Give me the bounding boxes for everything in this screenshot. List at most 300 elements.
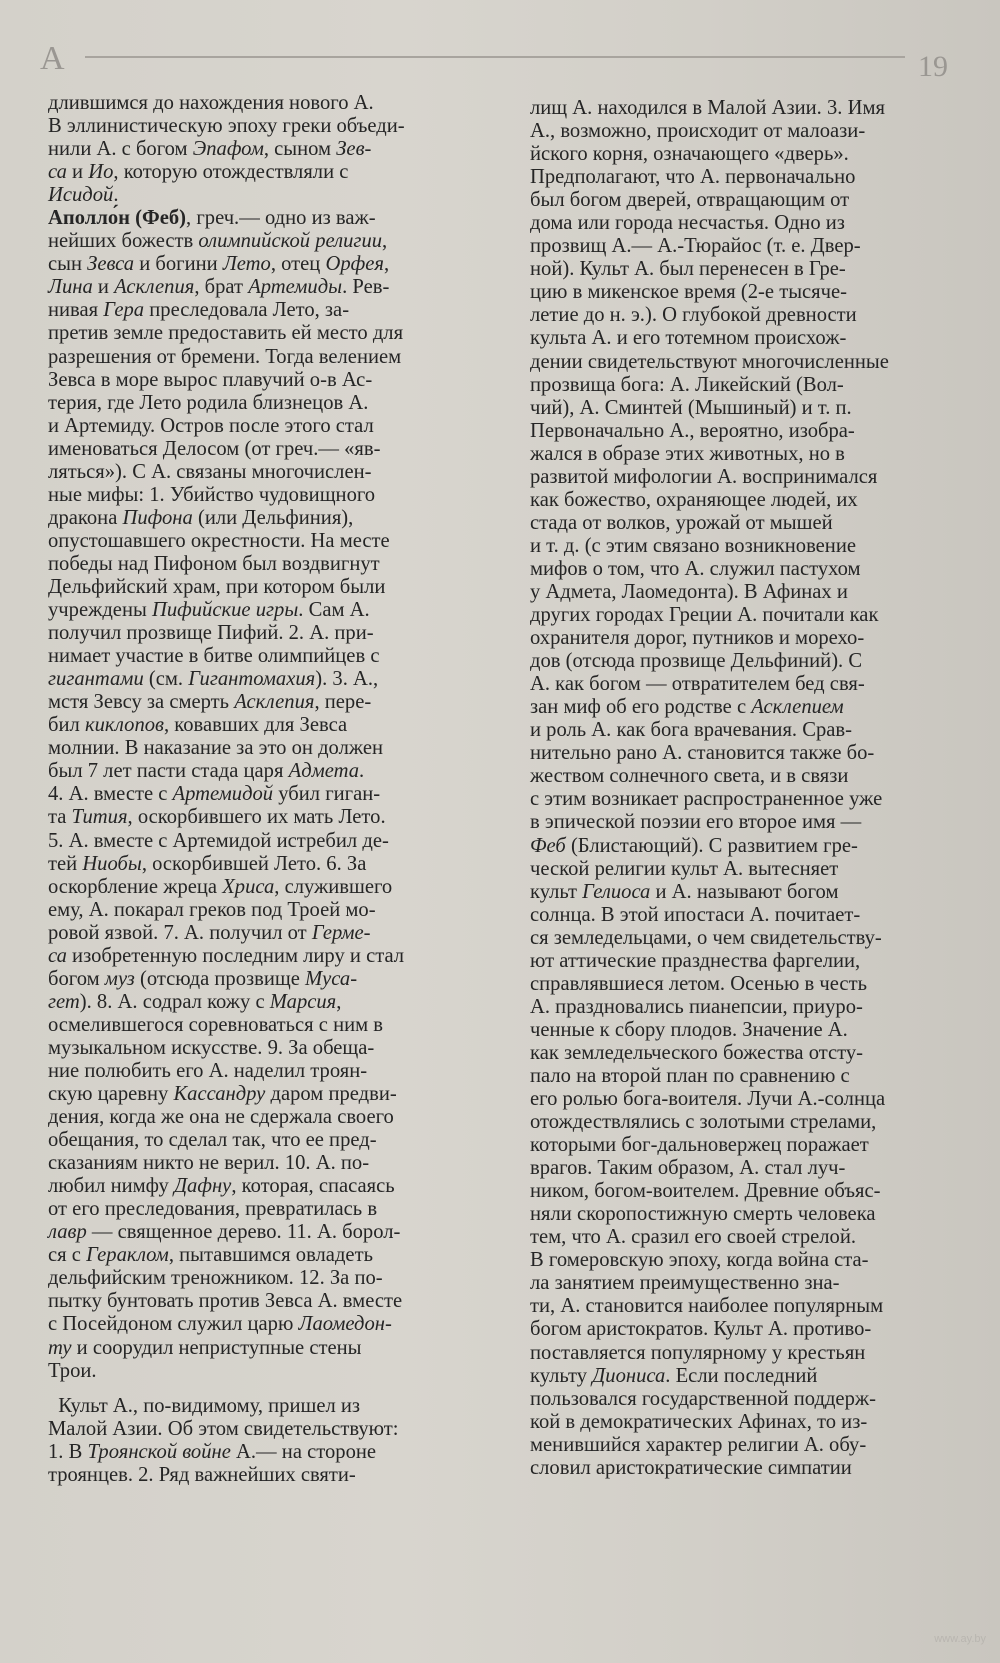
italic-term: Исидой <box>48 184 114 207</box>
text-run: , пытавшимся овладеть <box>168 1244 373 1267</box>
text-line <box>530 1457 970 1480</box>
text-run: менившийся характер религии А. обу- <box>530 1433 867 1456</box>
text-line <box>48 230 488 253</box>
italic-term: Асклепия <box>114 276 195 299</box>
text-line <box>48 138 488 161</box>
text-line <box>48 1395 488 1418</box>
text-run: цию в микенское время (2-е тысяче- <box>530 281 848 304</box>
text-line <box>530 1157 970 1180</box>
text-line <box>48 92 488 115</box>
text-run: Культ А., по-видимому, пришел из <box>48 1394 361 1417</box>
text-run: ляться»). С А. связаны многочислен- <box>48 460 372 483</box>
text-run: А.— на стороне <box>230 1440 377 1463</box>
text-line <box>530 1411 970 1434</box>
text-run: чий), А. Сминтей (Мышиный) и т. п. <box>530 396 852 419</box>
text-run: и роль А. как бога врачевания. Срав- <box>530 719 852 742</box>
text-line <box>530 1318 970 1341</box>
italic-term: Адмета <box>288 760 360 783</box>
italic-term: Лина <box>48 276 93 299</box>
text-line <box>48 1152 488 1175</box>
text-run: культ <box>530 880 583 903</box>
text-run: Первоначально А., вероятно, изобра- <box>530 419 855 442</box>
text-line <box>530 1203 970 1226</box>
text-line <box>530 581 970 604</box>
text-line <box>48 1244 488 1267</box>
text-run: . Сам А. <box>298 599 370 622</box>
text-run: , <box>384 253 390 276</box>
text-line <box>48 1290 488 1313</box>
text-run: ченные к сбору плодов. Значение А. <box>530 1018 848 1041</box>
text-line <box>48 691 488 714</box>
text-line <box>530 742 970 765</box>
text-line <box>48 1198 488 1221</box>
text-line <box>530 212 970 235</box>
text-line <box>48 1083 488 1106</box>
text-run: жался в образе этих животных, но в <box>530 442 845 465</box>
text-line <box>530 858 970 881</box>
text-run: ником, богом-воителем. Древние объяс- <box>530 1180 881 1203</box>
text-line <box>48 392 488 415</box>
text-line <box>48 991 488 1014</box>
text-run: няли скоропостижную смерть человека <box>530 1203 876 1226</box>
text-run: ти, А. становится наиболее популярным <box>530 1295 884 1318</box>
text-line <box>48 876 488 899</box>
text-line <box>530 535 970 558</box>
text-line <box>48 299 488 322</box>
text-run: 5. А. вместе с Артемидой истребил де- <box>48 829 389 852</box>
text-run: мстя Зевсу за смерть <box>48 691 235 714</box>
text-line <box>530 1365 970 1388</box>
text-line <box>48 1106 488 1129</box>
text-run: пало на второй план по сравнению с <box>530 1064 850 1087</box>
text-run: йского корня, означающего «дверь». <box>530 143 849 166</box>
text-line <box>530 97 970 120</box>
text-run: богом аристократов. Культ А. противо- <box>530 1318 872 1341</box>
text-run: . <box>113 184 119 207</box>
running-head-letter: А <box>40 40 66 77</box>
text-line <box>48 484 488 507</box>
text-line <box>48 1337 488 1360</box>
text-line <box>48 1313 488 1336</box>
text-run: Малой Азии. Об этом свидетельствуют: <box>48 1417 399 1440</box>
italic-term: Асклепием <box>751 696 844 719</box>
text-run: и богини <box>134 253 223 276</box>
text-run: обещания, то сделал так, что ее пред- <box>48 1129 377 1152</box>
text-run: любил нимфу <box>48 1175 174 1198</box>
text-run: 4. А. вместе с <box>48 783 173 806</box>
text-run: , <box>382 230 388 253</box>
italic-term: Зев- <box>336 138 372 161</box>
text-line <box>48 1464 488 1487</box>
text-line <box>48 276 488 299</box>
italic-term: Феб <box>530 834 566 857</box>
text-run: В эллинистическую эпоху греки объеди- <box>48 115 405 138</box>
text-run: терия, где Лето родила близнецов А. <box>48 391 369 414</box>
text-run: , отец <box>270 253 326 276</box>
text-run: развитой мифологии А. воспринимался <box>530 465 878 488</box>
text-line <box>530 627 970 650</box>
text-run: , служившего <box>274 875 393 898</box>
text-run: ся земледельцами, о чем свидетельству- <box>530 926 882 949</box>
text-run: с этим возникает распространенное уже <box>530 788 883 811</box>
text-line <box>530 304 970 327</box>
text-run: та <box>48 806 72 829</box>
text-line <box>48 945 488 968</box>
text-run: и соорудил неприступные стены <box>71 1336 362 1359</box>
text-line <box>48 622 488 645</box>
left-column <box>48 92 488 1487</box>
text-line <box>530 1434 970 1457</box>
text-line <box>48 1060 488 1083</box>
italic-term: Артемидой <box>172 783 274 806</box>
italic-term: Тития <box>71 806 128 829</box>
text-run: , которая, спасаясь <box>231 1175 395 1198</box>
text-run: сын <box>48 253 88 276</box>
text-line <box>530 696 970 719</box>
text-run: жеством солнечного света, и в связи <box>530 765 849 788</box>
text-line <box>48 830 488 853</box>
text-run: ческой религии культ А. вытесняет <box>530 857 839 880</box>
italic-term: Герме- <box>311 921 371 944</box>
text-line <box>48 1418 488 1441</box>
italic-term: Зевса <box>87 253 135 276</box>
text-run: Зевса в море вырос плавучий о-в Ас- <box>48 368 373 391</box>
text-line <box>48 253 488 276</box>
text-run: ной). Культ А. был перенесен в Гре- <box>530 258 846 281</box>
text-line <box>530 1111 970 1134</box>
text-run: кой в демократических Афинах, то из- <box>530 1410 868 1433</box>
text-line <box>530 351 970 374</box>
text-run: ему, А. покарал греков под Троей мо- <box>48 898 376 921</box>
italic-term: Пифона <box>122 506 193 529</box>
italic-term: ту <box>48 1336 72 1359</box>
text-run: молнии. В наказание за это он должен <box>48 737 383 760</box>
watermark: www.ay.by <box>934 1633 986 1645</box>
text-line <box>530 235 970 258</box>
text-line <box>48 438 488 461</box>
text-line <box>530 120 970 143</box>
italic-term: Гера <box>103 299 145 322</box>
text-line <box>530 420 970 443</box>
text-run: с Посейдоном служил царю <box>48 1313 299 1336</box>
text-run: от его преследования, превратилась в <box>48 1198 378 1221</box>
text-line <box>530 950 970 973</box>
entry-headword: Аполло́н (Феб) <box>48 207 187 230</box>
text-line <box>48 968 488 991</box>
text-line <box>48 645 488 668</box>
text-run: разрешения от бремени. Тогда велением <box>48 345 402 368</box>
text-run: нили А. с богом <box>48 138 193 161</box>
text-line <box>48 1129 488 1152</box>
text-line <box>530 811 970 834</box>
text-line <box>48 184 488 207</box>
italic-term: Ио <box>88 161 114 184</box>
text-run: других городах Греции А. почитали как <box>530 604 879 627</box>
text-run: дома или города несчастья. Одно из <box>530 212 845 235</box>
text-run: даром предви- <box>265 1083 397 1106</box>
text-line <box>48 714 488 737</box>
text-line <box>48 115 488 138</box>
text-run: (отсюда прозвище <box>134 967 306 990</box>
text-line <box>530 489 970 512</box>
text-run: . Если последний <box>665 1364 818 1387</box>
text-run: получил прозвище Пифий. 2. А. при- <box>48 622 374 645</box>
text-line <box>48 369 488 392</box>
text-run: пытку бунтовать против Зевса А. вместе <box>48 1290 403 1313</box>
text-run: , которую отождествляли с <box>113 161 349 184</box>
text-run: , ковавших для Зевса <box>163 714 348 737</box>
text-line <box>48 322 488 345</box>
text-line <box>48 806 488 829</box>
text-run: в эпической поэзии его второе имя — <box>530 811 862 834</box>
text-line <box>530 443 970 466</box>
text-line <box>530 788 970 811</box>
text-run: поставляется популярному у крестьян <box>530 1341 866 1364</box>
text-run: А., возможно, происходит от малоази- <box>530 120 866 143</box>
text-run: музыкальном искусстве. 9. За обеща- <box>48 1036 375 1059</box>
italic-term: гет <box>48 990 80 1013</box>
text-run: нивая <box>48 299 104 322</box>
text-run: культа А. и его тотемном происхож- <box>530 327 847 350</box>
text-run: ся с <box>48 1244 87 1267</box>
text-line <box>48 853 488 876</box>
text-run: дов (отсюда прозвище Дельфиний). С <box>530 650 863 673</box>
text-run: — священное дерево. 11. А. борол- <box>86 1221 401 1244</box>
text-line <box>530 973 970 996</box>
text-run: как божество, охраняющее людей, их <box>530 488 858 511</box>
text-run: скую царевну <box>48 1083 174 1106</box>
text-run: ла занятием преимущественно зна- <box>530 1272 840 1295</box>
text-run: у Адмета, Лаомедонта). В Афинах и <box>530 580 848 603</box>
text-line <box>530 1295 970 1318</box>
text-line <box>48 507 488 530</box>
text-run: и <box>92 276 115 299</box>
text-run: учреждены <box>48 599 152 622</box>
italic-term: Дафну <box>173 1175 232 1198</box>
text-run: лищ А. находился в Малой Азии. 3. Имя <box>530 97 885 119</box>
italic-term: Кассандру <box>173 1083 266 1106</box>
text-line <box>48 461 488 484</box>
text-line <box>48 899 488 922</box>
text-run: 1. В <box>48 1440 88 1463</box>
text-run: победы над Пифоном был воздвигнут <box>48 552 380 575</box>
text-line <box>530 719 970 742</box>
text-run: бил <box>48 714 85 737</box>
text-line <box>48 1221 488 1244</box>
text-line <box>48 530 488 553</box>
text-run: солнца. В этой ипостаси А. почитает- <box>530 903 861 926</box>
text-run: которыми бог-дальновержец поражает <box>530 1134 869 1157</box>
text-line <box>530 143 970 166</box>
text-line <box>530 281 970 304</box>
text-line <box>530 1342 970 1365</box>
text-run: был богом дверей, отвращающим от <box>530 189 850 212</box>
text-run: , оскорбившего их мать Лето. <box>127 806 386 829</box>
text-line <box>530 466 970 489</box>
text-run: и т. д. (с этим связано возникновение <box>530 534 856 557</box>
text-line <box>530 258 970 281</box>
text-line <box>48 1037 488 1060</box>
page-number: 19 <box>918 50 948 83</box>
text-line <box>530 904 970 927</box>
italic-term: гигантами <box>48 668 144 691</box>
text-line <box>48 346 488 369</box>
text-run: нимает участие в битве олимпийцев с <box>48 645 380 668</box>
text-line <box>48 922 488 945</box>
text-run: , оскорбившей Лето. 6. За <box>141 852 367 875</box>
text-line <box>530 673 970 696</box>
text-line <box>48 576 488 599</box>
text-run: тем, что А. сразил его своей стрелой. <box>530 1226 857 1249</box>
text-run: ). 8. А. содрал кожу с <box>79 990 270 1013</box>
right-column <box>530 97 970 1480</box>
italic-term: Асклепия <box>234 691 315 714</box>
text-run: , греч.— одно из важ- <box>186 207 376 230</box>
text-run: и Артемиду. Остров после этого стал <box>48 414 374 437</box>
text-line <box>48 1267 488 1290</box>
text-run: культу <box>530 1364 593 1387</box>
text-run: (или Дельфиния), <box>192 506 354 529</box>
text-run: ют аттические празднества фаргелии, <box>530 949 861 972</box>
text-run: нейших божеств <box>48 230 199 253</box>
italic-term: Диониса <box>592 1364 666 1387</box>
italic-term: Гигантомахия <box>188 668 316 691</box>
italic-term: Троянской войне <box>87 1440 231 1463</box>
text-run: его ролью бога-воителя. Лучи А.-солнца <box>530 1088 886 1111</box>
text-line <box>48 415 488 438</box>
text-line <box>530 1272 970 1295</box>
text-line <box>530 881 970 904</box>
italic-term: Ниобы <box>82 852 142 875</box>
text-run: осмелившегося соревноваться с ним в <box>48 1013 384 1036</box>
text-run: ). 3. А., <box>315 668 379 691</box>
text-line <box>530 1180 970 1203</box>
italic-term: киклопов <box>84 714 164 737</box>
text-run: ровой язвой. 7. А. получил от <box>48 921 312 944</box>
text-run: ные мифы: 1. Убийство чудовищного <box>48 483 376 506</box>
italic-term: муз <box>104 967 135 990</box>
text-run: зан миф об его родстве с <box>530 696 752 719</box>
italic-term: Хриса <box>222 875 275 898</box>
text-run: и <box>66 161 89 184</box>
text-run: и А. называют богом <box>650 880 839 903</box>
text-line <box>530 927 970 950</box>
text-line <box>530 1226 970 1249</box>
text-line <box>530 512 970 535</box>
text-line <box>530 1388 970 1411</box>
text-run: , <box>336 990 342 1013</box>
italic-term: олимпийской религии <box>198 230 383 253</box>
text-run: убил гиган- <box>273 783 381 806</box>
text-run: (см. <box>143 668 189 691</box>
text-line <box>48 1441 488 1464</box>
text-line <box>530 1088 970 1111</box>
italic-term: Гелиоса <box>582 880 651 903</box>
text-run: А. праздновались пианепсии, приуро- <box>530 995 863 1018</box>
header-rule <box>85 56 905 58</box>
text-line <box>530 374 970 397</box>
italic-term: Эпафом <box>192 138 264 161</box>
text-line <box>530 765 970 788</box>
text-run: ние полюбить его А. наделил троян- <box>48 1059 368 1082</box>
text-line <box>48 207 488 230</box>
text-run: дракона <box>48 506 123 529</box>
text-run: тей <box>48 852 83 875</box>
text-line <box>530 650 970 673</box>
text-line <box>530 1042 970 1065</box>
text-line <box>48 1360 488 1383</box>
text-run: А. как богом — отвратителем бед свя- <box>530 673 865 696</box>
text-line <box>530 1019 970 1042</box>
text-run: , брат <box>194 276 249 299</box>
text-line <box>530 1134 970 1157</box>
text-line <box>530 835 970 858</box>
text-line <box>530 327 970 350</box>
text-run: прозвища бога: А. Ликейский (Вол- <box>530 373 844 396</box>
text-run: , пере- <box>314 691 372 714</box>
text-run: охранителя дорог, путников и морехо- <box>530 627 865 650</box>
text-run: троянцев. 2. Ряд важнейших святи- <box>48 1463 356 1486</box>
italic-term: Орфея <box>325 253 384 276</box>
italic-term: са <box>48 161 67 184</box>
text-run: Дельфийский храм, при котором были <box>48 575 386 598</box>
text-run: изобретенную последним лиру и стал <box>66 944 405 967</box>
text-line <box>530 558 970 581</box>
text-run: дельфийским треножником. 12. За по- <box>48 1267 383 1290</box>
text-run: стада от волков, урожай от мышей <box>530 511 833 534</box>
text-line <box>48 553 488 576</box>
text-run: мифов о том, что А. служил пастухом <box>530 557 861 580</box>
text-run: . <box>359 760 365 783</box>
italic-term: са <box>48 944 67 967</box>
text-line <box>48 161 488 184</box>
text-run: сказаниям никто не верил. 10. А. по- <box>48 1152 370 1175</box>
text-line <box>48 1014 488 1037</box>
text-run: врагов. Таким образом, А. стал луч- <box>530 1157 846 1180</box>
text-run: отождествлялись с золотыми стрелами, <box>530 1111 877 1134</box>
italic-term: Пифийские игры <box>151 599 299 622</box>
text-run: Предполагают, что А. первоначально <box>530 166 856 189</box>
text-run: длившимся до нахождения нового А. <box>48 92 374 114</box>
text-line <box>530 397 970 420</box>
text-line <box>530 1249 970 1272</box>
italic-term: Гераклом <box>86 1244 169 1267</box>
text-line <box>48 760 488 783</box>
text-line <box>48 783 488 806</box>
text-run: именоваться Делосом (от греч.— «яв- <box>48 437 381 460</box>
italic-term: Артемиды <box>248 276 343 299</box>
text-line <box>48 1175 488 1198</box>
text-run: справлявшиеся летом. Осенью в честь <box>530 972 867 995</box>
text-line <box>530 166 970 189</box>
text-run: пользовался государственной поддерж- <box>530 1387 876 1410</box>
text-run: (Блистающий). С развитием гре- <box>565 834 858 857</box>
text-run: был 7 лет пасти стада царя <box>48 760 289 783</box>
text-run: летие до н. э.). О глубокой древности <box>530 304 857 327</box>
text-run: как земледельческого божества отсту- <box>530 1041 863 1064</box>
italic-term: Лаомедон- <box>298 1313 392 1336</box>
text-line <box>48 737 488 760</box>
text-run: . Рев- <box>342 276 390 299</box>
text-line <box>530 1065 970 1088</box>
text-line <box>530 996 970 1019</box>
text-run: Трои. <box>48 1359 97 1382</box>
text-run: дении свидетельствуют многочисленные <box>530 350 889 373</box>
text-run: прозвищ А.— А.-Тюрайос (т. е. Двер- <box>530 235 861 258</box>
italic-term: Лето <box>222 253 271 276</box>
text-run: нительно рано А. становится также бо- <box>530 742 875 765</box>
text-line <box>48 668 488 691</box>
